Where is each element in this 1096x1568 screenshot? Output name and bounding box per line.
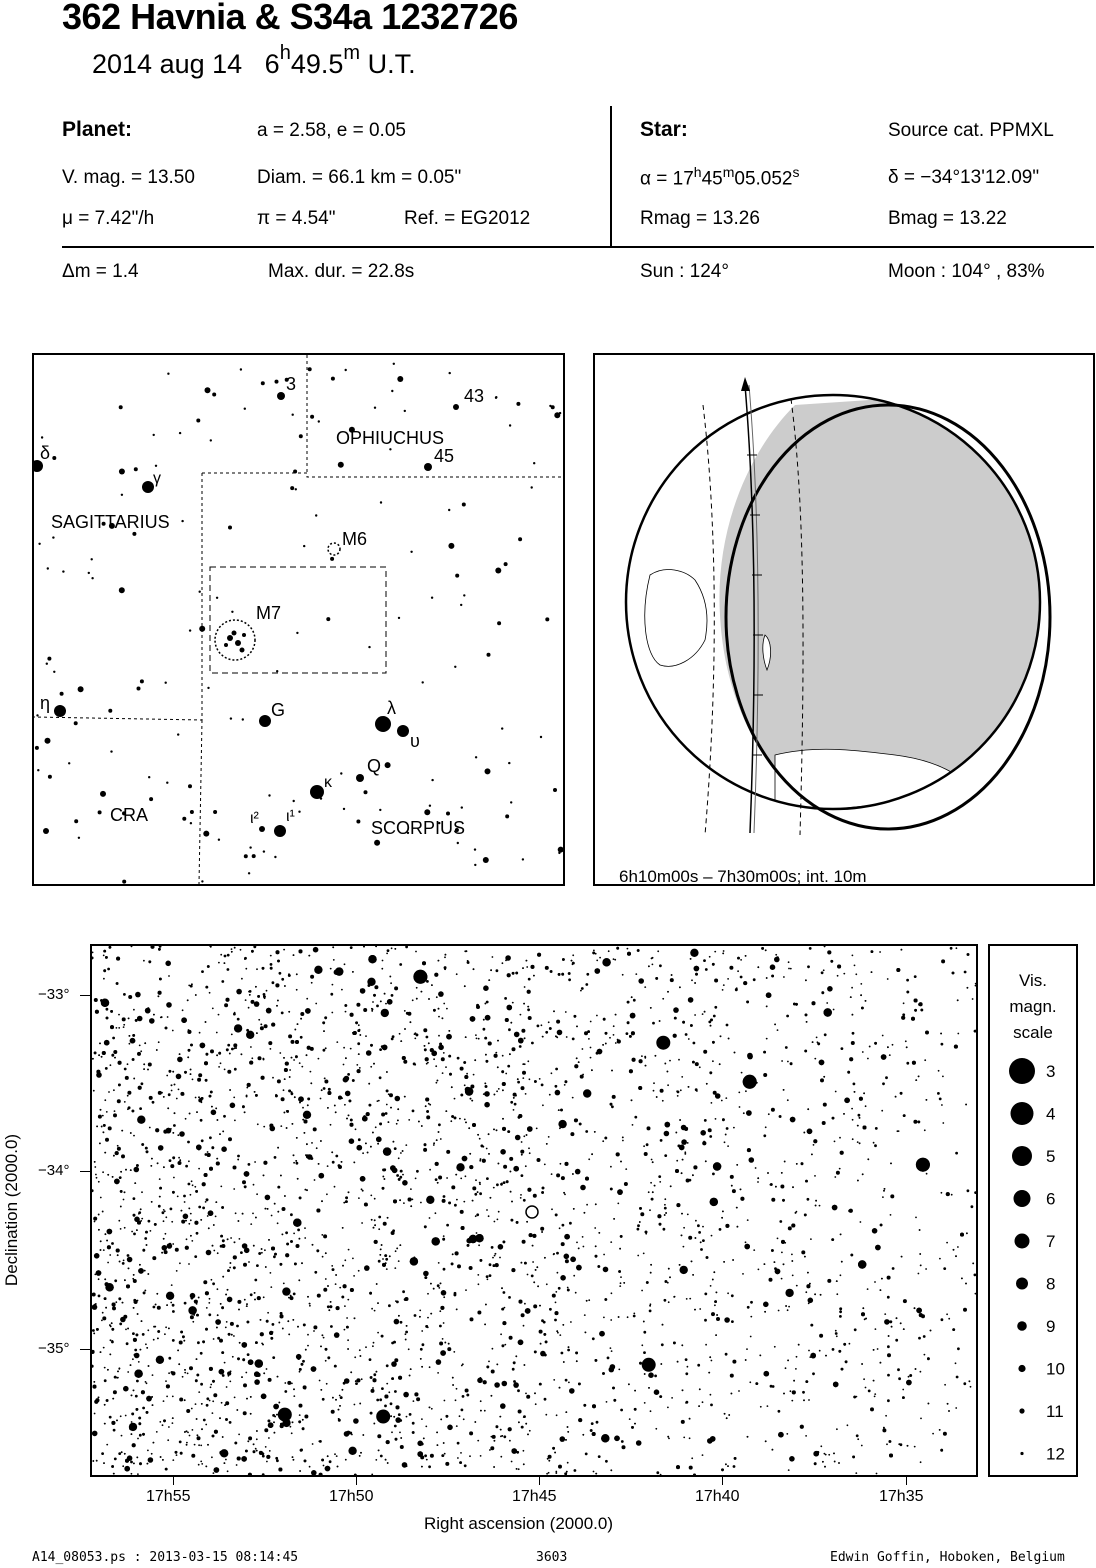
footer-author: Edwin Goffin, Hoboken, Belgium [830,1550,1065,1565]
delta-magnitude: Δm = 1.4 [62,261,139,282]
time-suffix: U.T. [367,49,416,79]
earth-globe [595,355,1093,884]
label-cra: CRA [110,805,149,825]
footer-number: 3603 [536,1550,568,1565]
magnitude-legend [988,944,1078,1477]
legend-label-mag-8: 8 [1046,1274,1056,1294]
label-ophiuchus: OPHIUCHUS [336,428,445,448]
legend-label-mag-7: 7 [1046,1232,1056,1251]
footer-file: A14_08053.ps : 2013-03-15 08:14:45 [32,1550,299,1565]
y-axis-label: Declination (2000.0) [2,1133,21,1287]
xtick-17h35: 17h35 [879,1488,924,1505]
star-field [92,946,976,1475]
max-duration: Max. dur. = 22.8s [268,261,415,282]
planet-mu: μ = 7.42"/h [62,208,155,229]
sun-elongation: Sun : 124° [640,261,729,282]
star-iota1-sco [274,825,286,837]
direction-arrow-icon [741,377,750,391]
label-iota1: ι¹ [286,808,295,825]
legend-title-line1: Vis. [1018,971,1048,990]
x-axis-label: Right ascension (2000.0) [424,1514,614,1533]
star-g-sco [259,715,271,727]
label-delta: δ [40,443,51,463]
label-scorpius: SCORPIUS [371,818,466,838]
star-45-oph [424,463,432,471]
planet-diam: Diam. = 66.1 km = 0.05" [257,167,462,188]
planet-ref: Ref. = EG2012 [404,208,531,229]
label-iota2: ι² [250,810,259,827]
legend-title-line2: magn. [1009,997,1057,1016]
label-q: Q [367,756,382,776]
planet-pi: π = 4.54" [257,208,336,229]
event-datetime: 2014 aug 14 6$^h$49.5$^m$ U.T. [92,42,416,79]
legend-label-mag-6: 6 [1046,1189,1056,1209]
label-lambda: λ [387,698,396,718]
globe-time-caption: 6h10m00s – 7h30m00s; int. 10m [619,867,867,884]
star-upsilon-sco [397,725,409,737]
finder-chart-canvas [34,355,563,884]
star-label: Star: [640,118,688,141]
legend-label-mag-10: 10 [1046,1359,1065,1379]
legend-dot-mag-3 [1009,1058,1035,1084]
planet-label: Planet: [62,118,133,141]
legend-title-line3: scale [1013,1023,1053,1042]
label-g: G [271,700,286,720]
label-eta: η [40,693,51,713]
star-rmag: Rmag = 13.26 [640,208,760,229]
star-kappa-sco [310,785,324,799]
label-gamma: γ [153,470,161,487]
legend-label-mag-4: 4 [1046,1104,1056,1124]
ytick-33: −33° [38,986,70,1003]
star-delta: δ = −34°13'12.09" [888,167,1040,188]
legend-dot-mag-8 [1016,1278,1028,1290]
legend-dot-mag-4 [1011,1102,1034,1125]
label-m6: M6 [342,529,368,549]
earth-globe-panel [593,353,1095,886]
star-bmag: Bmag = 13.22 [888,208,1007,229]
legend-label-mag-11: 11 [1046,1402,1064,1421]
finder-chart [32,353,565,886]
star-43-oph [453,404,459,410]
info-divider [610,106,612,248]
moon-info: Moon : 104° , 83% [888,261,1045,282]
ytick-34: −34° [38,1162,70,1179]
legend-dots [990,946,1076,1475]
chart-field-outline [210,567,386,673]
label-upsilon: υ [410,731,420,751]
xtick-17h55: 17h55 [146,1488,191,1505]
legend-dot-mag-6 [1014,1190,1031,1207]
star-eta-sgr [54,705,66,717]
legend-label-mag-12: 12 [1046,1444,1065,1464]
label-kappa: κ [324,774,332,791]
star-3-oph [277,392,285,400]
legend-dot-mag-7 [1015,1234,1030,1249]
legend-dot-mag-10 [1018,1365,1025,1372]
label-43: 43 [464,386,485,406]
legend-dot-mag-11 [1019,1408,1024,1413]
label-3: 3 [286,374,297,394]
event-minute: 49.5 [290,49,344,79]
m7-cluster-marker [215,620,255,660]
planet-vmag: V. mag. = 13.50 [62,167,195,188]
star-chart [90,944,978,1477]
info-separator [62,246,1094,248]
australia-outline [645,570,707,667]
legend-label-mag-5: 5 [1046,1147,1056,1166]
legend-label-mag-3: 3 [1046,1062,1056,1081]
event-hour: 6 [264,49,280,79]
legend-dot-mag-9 [1017,1321,1027,1331]
star-alpha: $\alpha = 17^h45^m05.052^s$ [640,164,800,190]
xtick-17h45: 17h45 [512,1488,557,1505]
label-45: 45 [434,446,455,466]
legend-label-mag-9: 9 [1046,1317,1056,1336]
ytick-35: −35° [38,1340,70,1357]
star-source: Source cat. PPMXL [888,120,1054,141]
page-title: 362 Havnia & S34a 1232726 [62,0,518,37]
star-q-sco [356,774,364,782]
xtick-17h50: 17h50 [329,1488,374,1505]
star-iota2-sco [259,826,265,832]
legend-dot-mag-12 [1020,1452,1023,1455]
event-date: 2014 aug 14 [92,49,243,79]
planet-orbit: a = 2.58, e = 0.05 [257,120,406,141]
label-m7: M7 [256,603,282,623]
label-sagittarius: SAGITTARIUS [51,512,170,532]
star-lambda-sco [375,716,391,732]
m6-cluster-marker [328,543,340,555]
legend-dot-mag-5 [1012,1146,1032,1166]
xtick-17h40: 17h40 [695,1488,740,1505]
target-star-marker [526,1206,538,1218]
